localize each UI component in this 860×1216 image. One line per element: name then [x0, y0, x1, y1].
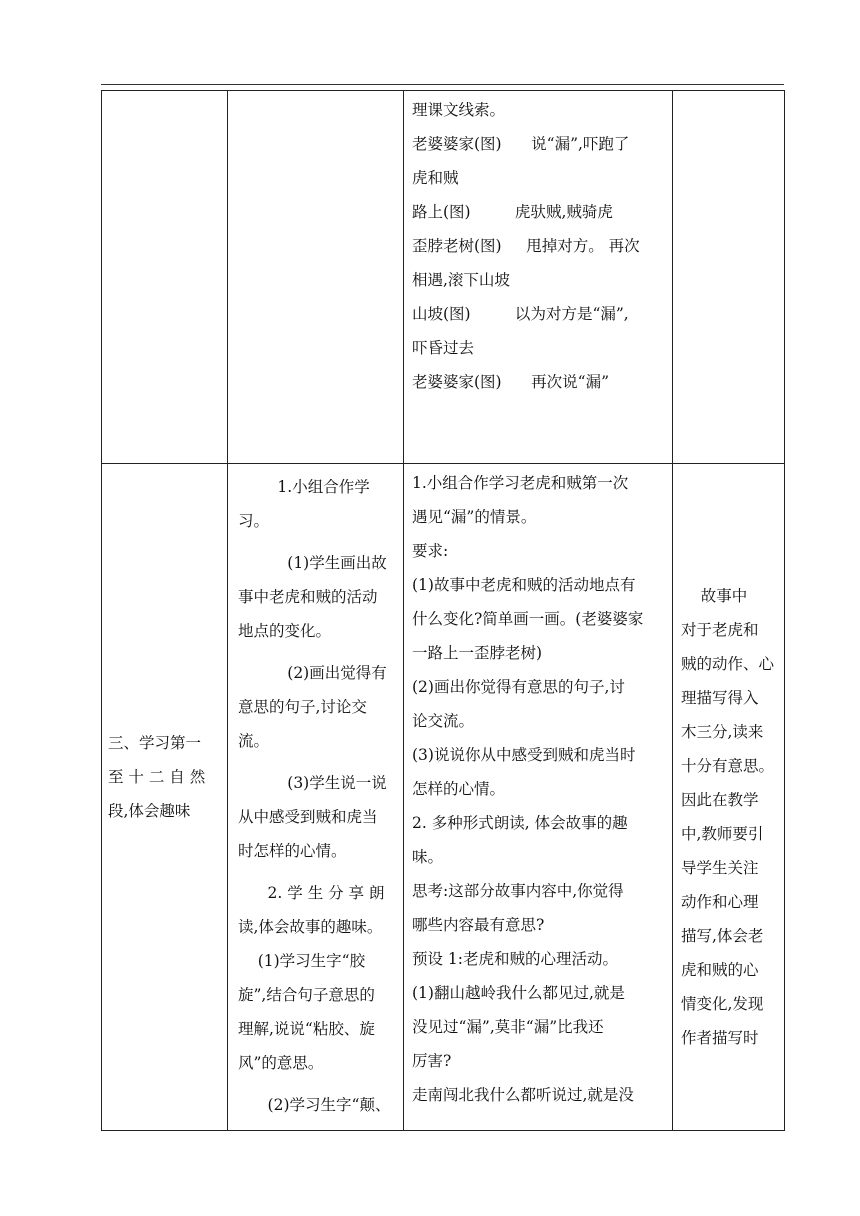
paragraph: [238, 656, 397, 758]
text-line: (2)画出你觉得有意思的句子,讨: [412, 678, 625, 696]
text-line: 要求:: [412, 542, 449, 560]
text-line: 三、学习第一: [108, 734, 202, 752]
text-line: (1)故事中老虎和贼的活动地点有: [412, 576, 636, 594]
text-line: 情变化,发现: [681, 995, 764, 1013]
text-line: 流。: [238, 732, 270, 750]
text-line: 一路上一歪脖老树): [412, 644, 543, 662]
text-line: 导学生关注: [681, 859, 759, 877]
text-line: (1)学习生字“胶: [238, 952, 366, 970]
text-line: 至 十 二 自 然: [108, 768, 206, 786]
text-line: 故事中: [681, 587, 748, 605]
text-line: 中,教师要引: [681, 825, 764, 843]
text-line: 读,体会故事的趣味。: [238, 918, 383, 936]
text-line: 厉害?: [412, 1052, 452, 1070]
text-line: 理解,说说“粘胶、旋: [238, 1020, 375, 1038]
text-line: 1.小组合作学: [238, 478, 370, 496]
paragraph: [238, 766, 397, 868]
design-intent-cell: [673, 91, 785, 464]
text-line: 1.小组合作学习老虎和贼第一次: [412, 474, 629, 492]
stage-cell: [102, 464, 228, 1131]
text-line: (3)学生说一说: [238, 774, 387, 792]
text-line: 理描写得入: [681, 689, 759, 707]
text-line: 动作和心理: [681, 893, 759, 911]
text-line: 地点的变化。: [238, 622, 332, 640]
header-rule: [101, 84, 784, 85]
teacher-activity-text: [412, 466, 666, 1112]
text-line: 虎和贼: [412, 169, 459, 187]
text-line: (3)说说你从中感受到贼和虎当时: [412, 746, 636, 764]
text-line: 十分有意思。: [681, 757, 775, 775]
text-line: 理课文线索。: [412, 101, 506, 119]
text-line: 作者描写时: [681, 1029, 759, 1047]
paragraph: [238, 1088, 397, 1122]
text-line: 段,体会趣味: [108, 802, 191, 820]
student-activity-cell: [228, 91, 404, 464]
paragraph: [238, 470, 397, 538]
text-line: 贼的动作、心: [681, 655, 775, 673]
teacher-activity-cell: [404, 464, 673, 1131]
text-line: 相遇,滚下山坡: [412, 271, 510, 289]
text-line: 路上(图) 虎驮贼,贼骑虎: [412, 203, 613, 221]
text-line: 风”的意思。: [238, 1054, 324, 1072]
table-row: [102, 91, 785, 464]
text-line: 走南闯北我什么都听说过,就是没: [412, 1086, 634, 1104]
text-line: (2)学习生字“颠、: [238, 1096, 391, 1114]
text-line: 歪脖老树(图) 甩掉对方。 再次: [412, 237, 640, 255]
table-row: [102, 464, 785, 1131]
text-line: 思考:这部分故事内容中,你觉得: [412, 882, 624, 900]
text-line: 老婆婆家(图) 说“漏”,吓跑了: [412, 135, 630, 153]
text-line: 2. 多种形式朗读, 体会故事的趣: [412, 814, 628, 832]
stage-text: [108, 726, 221, 828]
student-activity-cell: [228, 464, 404, 1131]
text-line: 老婆婆家(图) 再次说“漏”: [412, 373, 610, 391]
text-line: 山坡(图) 以为对方是“漏”,: [412, 305, 629, 323]
text-line: 从中感受到贼和虎当: [238, 808, 378, 826]
text-line: 怎样的心情。: [412, 780, 506, 798]
text-line: 论交流。: [412, 712, 475, 730]
text-line: 遇见“漏”的情景。: [412, 508, 537, 526]
text-line: 对于老虎和: [681, 621, 759, 639]
text-line: 吓昏过去: [412, 339, 475, 357]
teacher-activity-text: [412, 93, 666, 399]
text-line: 旋”,结合句子意思的: [238, 986, 375, 1004]
text-line: 木三分,读来: [681, 723, 764, 741]
text-line: 2. 学 生 分 享 朗: [238, 884, 385, 902]
lesson-plan-table: [101, 90, 785, 1131]
text-line: 因此在教学: [681, 791, 759, 809]
stage-cell: [102, 91, 228, 464]
text-line: 意思的句子,讨论交: [238, 698, 367, 716]
paragraph: [238, 876, 397, 1080]
text-line: 时怎样的心情。: [238, 842, 347, 860]
text-line: 预设 1:老虎和贼的心理活动。: [412, 950, 619, 968]
text-line: 习。: [238, 512, 270, 530]
design-intent-cell: [673, 464, 785, 1131]
text-line: (1)翻山越岭我什么都见过,就是: [412, 984, 625, 1002]
text-line: 什么变化?简单画一画。(老婆婆家: [412, 610, 644, 628]
text-line: 描写,体会老: [681, 927, 764, 945]
text-line: 哪些内容最有意思?: [412, 916, 545, 934]
teacher-activity-cell: [404, 91, 673, 464]
design-intent-text: [681, 579, 780, 1055]
text-line: 事中老虎和贼的活动: [238, 588, 378, 606]
text-line: 没见过“漏”,莫非“漏”比我还: [412, 1018, 604, 1036]
paragraph: [238, 546, 397, 648]
text-line: (1)学生画出故: [238, 554, 387, 572]
text-line: 虎和贼的心: [681, 961, 759, 979]
text-line: (2)画出觉得有: [238, 664, 387, 682]
text-line: 味。: [412, 848, 444, 866]
